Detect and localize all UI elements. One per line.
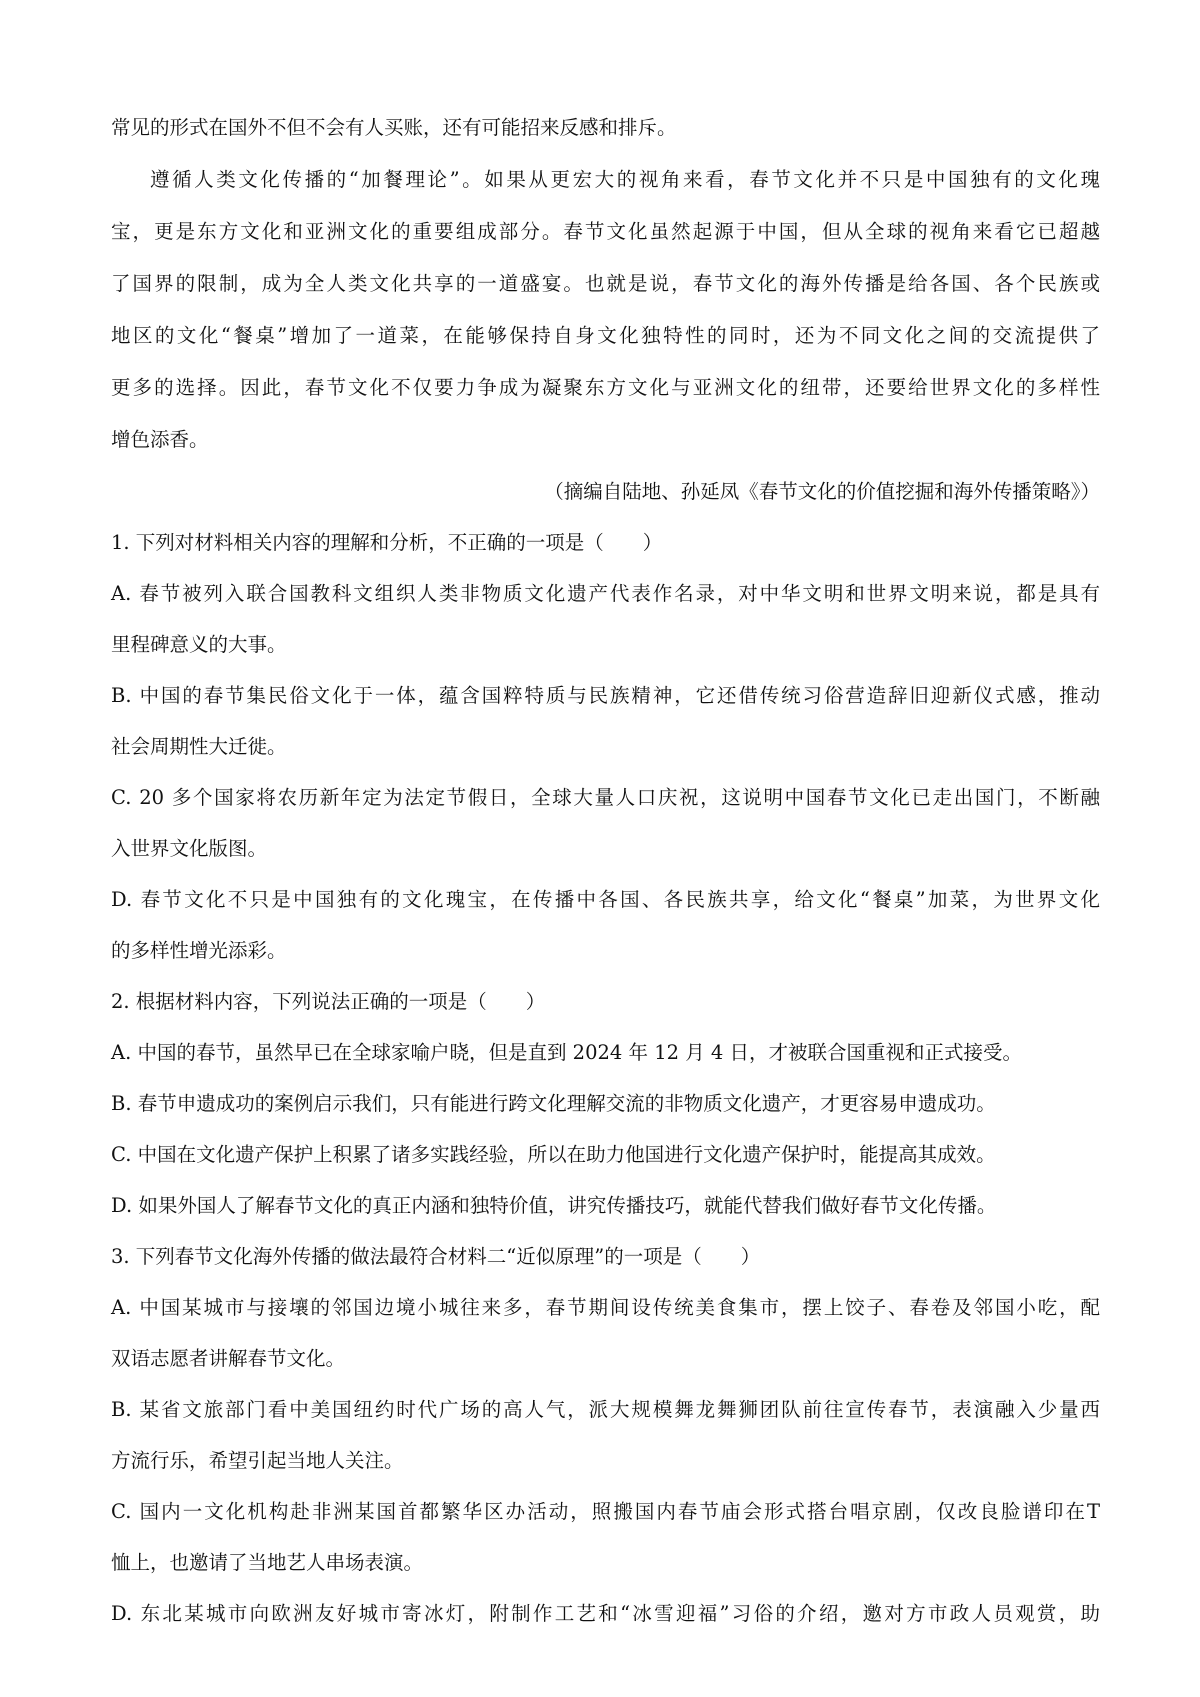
option-line: C. 国内一文化机构赴非洲某国首都繁华区办活动，照搬国内春节庙会形式搭台唱京剧，仅改良脸谱印在T — [111, 1500, 1100, 1523]
option-line: 入世界文化版图。 — [111, 837, 268, 860]
option-line: A. 中国的春节，虽然早已在全球家喻户晓，但是直到 2024 年 12 月 4 日，才被联合国重视和正式接受。 — [111, 1041, 1023, 1064]
passage-line: 了国界的限制，成为全人类文化共享的一道盛宴。也就是说，春节文化的海外传播是给各国、各个民族或 — [111, 272, 1100, 295]
passage-line: 地区的文化“餐桌”增加了一道菜，在能够保持自身文化独特性的同时，还为不同文化之间的交流提供了 — [111, 324, 1100, 347]
question-stem: 2. 根据材料内容，下列说法正确的一项是（ ） — [111, 990, 546, 1013]
option-line: C. 中国在文化遗产保护上积累了诸多实践经验，所以在助力他国进行文化遗产保护时，能提高其成效。 — [111, 1143, 996, 1166]
option-line: B. 春节申遗成功的案例启示我们，只有能进行跨文化理解交流的非物质文化遗产，才更容易申遗成功。 — [111, 1092, 996, 1115]
option-line: B. 中国的春节集民俗文化于一体，蕴含国粹特质与民族精神，它还借传统习俗营造辞旧迎新仪式感，推动 — [111, 684, 1100, 707]
passage-line: 宝，更是东方文化和亚洲文化的重要组成部分。春节文化虽然起源于中国，但从全球的视角来看它已超越 — [111, 220, 1100, 243]
passage-line: 增色添香。 — [111, 428, 209, 451]
option-line: 双语志愿者讲解春节文化。 — [111, 1347, 346, 1370]
option-line: D. 东北某城市向欧洲友好城市寄冰灯，附制作工艺和“冰雪迎福”习俗的介绍，邀对方市政人员观赏，助 — [111, 1602, 1100, 1625]
source-citation: （摘编自陆地、孙延凤《春节文化的价值挖掘和海外传播策略》） — [544, 480, 1100, 503]
option-line: B. 某省文旅部门看中美国纽约时代广场的高人气，派大规模舞龙舞狮团队前往宣传春节，表演融入少量西 — [111, 1398, 1100, 1421]
option-line: A. 中国某城市与接壤的邻国边境小城往来多，春节期间设传统美食集市，摆上饺子、春卷及邻国小吃，配 — [111, 1296, 1100, 1319]
option-line: 社会周期性大迁徙。 — [111, 735, 287, 758]
option-line: D. 春节文化不只是中国独有的文化瑰宝，在传播中各国、各民族共享，给文化“餐桌”加菜，为世界文化 — [111, 888, 1100, 911]
option-line: 恤上，也邀请了当地艺人串场表演。 — [111, 1551, 424, 1574]
question-stem: 3. 下列春节文化海外传播的做法最符合材料二“近似原理”的一项是（ ） — [111, 1245, 761, 1268]
passage-line: 更多的选择。因此，春节文化不仅要力争成为凝聚东方文化与亚洲文化的纽带，还要给世界文化的多样性 — [111, 376, 1100, 399]
passage-line: 常见的形式在国外不但不会有人买账，还有可能招来反感和排斥。 — [111, 116, 677, 139]
option-line: A. 春节被列入联合国教科文组织人类非物质文化遗产代表作名录，对中华文明和世界文明来说，都是具有 — [111, 582, 1100, 605]
passage-line: 遵循人类文化传播的“加餐理论”。如果从更宏大的视角来看，春节文化并不只是中国独有的文化瑰 — [150, 168, 1100, 191]
option-line: 的多样性增光添彩。 — [111, 939, 287, 962]
question-stem: 1. 下列对材料相关内容的理解和分析，不正确的一项是（ ） — [111, 531, 663, 554]
option-line: D. 如果外国人了解春节文化的真正内涵和独特价值，讲究传播技巧，就能代替我们做好春节文化传播。 — [111, 1194, 997, 1217]
option-line: 方流行乐，希望引起当地人关注。 — [111, 1449, 404, 1472]
option-line: C. 20 多个国家将农历新年定为法定节假日，全球大量人口庆祝，这说明中国春节文化已走出国门，不断融 — [111, 786, 1100, 809]
option-line: 里程碑意义的大事。 — [111, 633, 287, 656]
